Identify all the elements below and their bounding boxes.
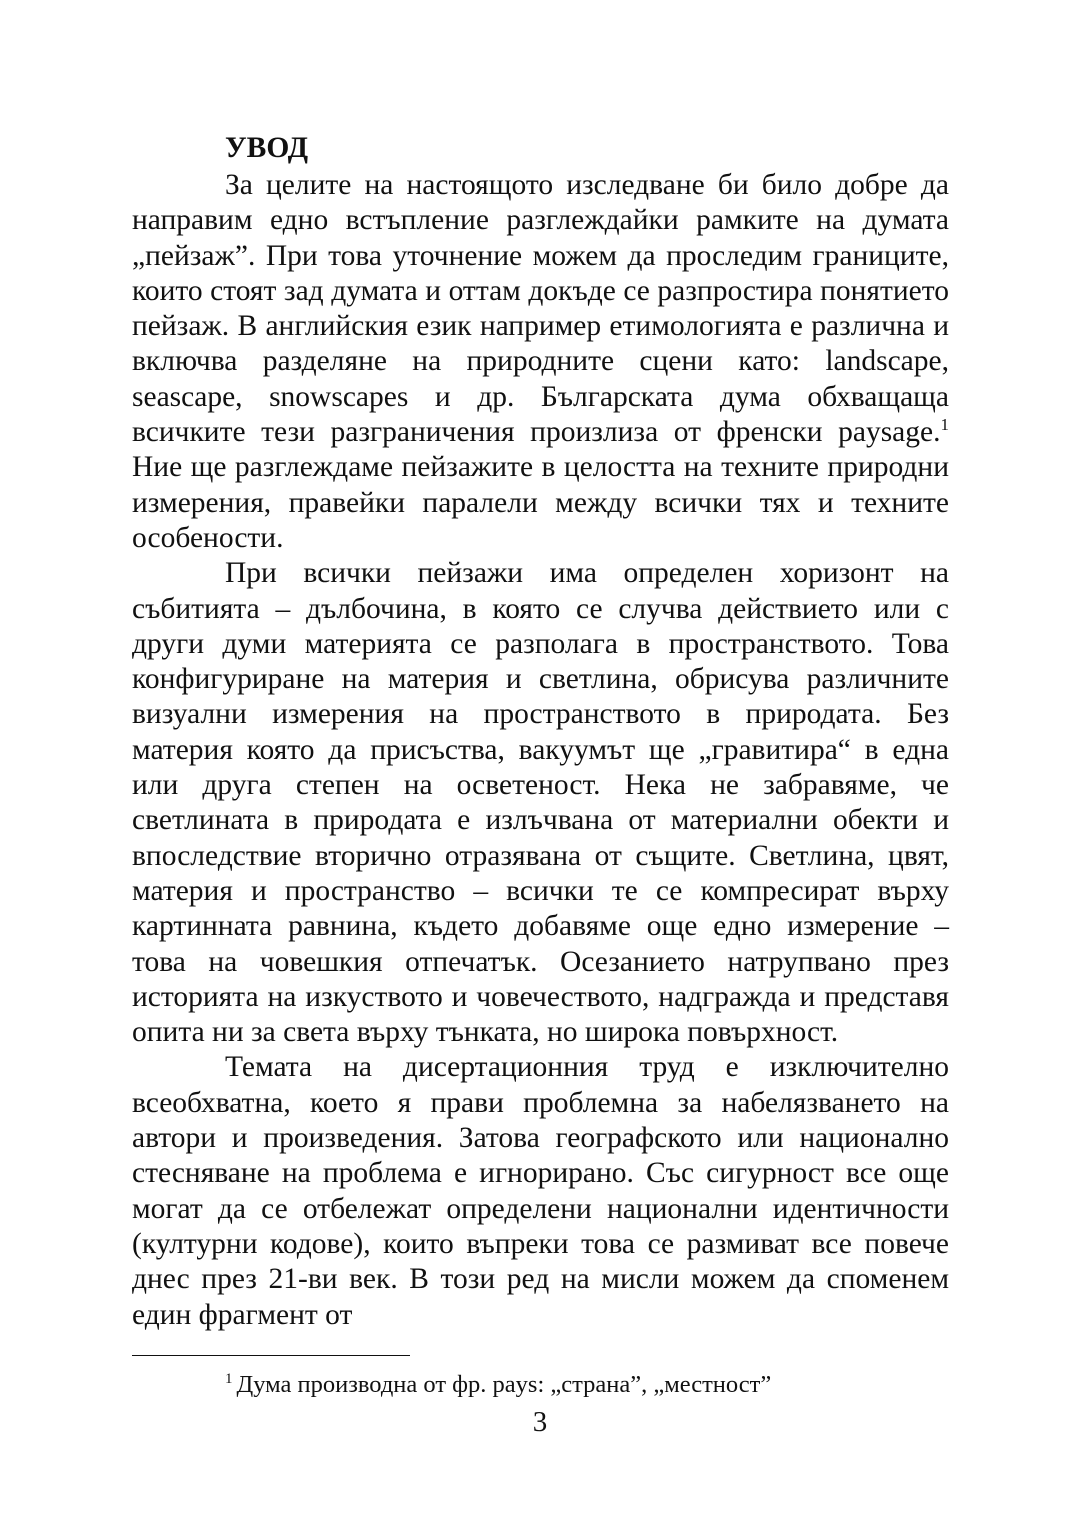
body-text — [132, 168, 949, 1333]
footnote-reference[interactable]: 1 — [940, 415, 949, 435]
footnote — [225, 1370, 771, 1400]
footnote-separator — [132, 1355, 410, 1356]
section-heading: УВОД — [225, 132, 309, 164]
page-number: 3 — [532, 1406, 548, 1438]
paragraph-3: Темата на дисертационния труд е изключително всеобхватна, което я прави проблемна за набелязването на автори и произведения. Затова географското или национално стесняване на проблема е игнорирано. Със сигурност все още могат да се отбележат определени национални идентичности (културни кодове), които въпреки това се размиват все повече днес през 21-ви век. В този ред на мисли можем да споменем един фрагмент от — [132, 1051, 949, 1331]
paragraph-1 — [132, 168, 949, 556]
paragraph-1-continuation: Ние ще разглеждаме пейзажите в целостта на техните природни измерения, правейки паралели между всички тях и техните особености. — [132, 451, 949, 554]
footnote-text: Дума производна от фр. pays: „страна”, „местност” — [236, 1371, 772, 1398]
footnote-number: 1 — [225, 1370, 233, 1387]
paragraph-1-text: За целите на настоящото изследване би било добре да направим едно встъпление разглеждайки рамките на думата „пейзаж”. При това уточнение можем да проследим границите, които стоят зад думата и оттам докъде се разпростира понятието пейзаж. В английския език например етимологията е различна и включва разделяне на природните сцени като: landscape, seascape, snowscapes и др. Българската дума обхващаща всичките тези разграничения произлиза от френски paysage. — [132, 169, 949, 449]
paragraph-2: При всички пейзажи има определен хоризонт на събитията – дълбочина, в която се случва действието или с други думи материята се разполага в пространството. Това конфигуриране на материя и светлина, обрисува различните визуални измерения на пространството в природата. Без материя която да присъства, вакуумът ще „гравитира“ в една или друга степен на осветеност. Нека не забравяме, че светлината в природата е излъчвана от материални обекти и впоследствие вторично отразявана от същите. Светлина, цвят, материя и пространство – всички те се компресират върху картинната равнина, където добавяме още едно измерение – това на човешкия отпечатък. Осезанието натрупвано през историята на изкуството и човечеството, надгражда и представя опита ни за света върху тънката, но широка повърхност. — [132, 557, 949, 1049]
